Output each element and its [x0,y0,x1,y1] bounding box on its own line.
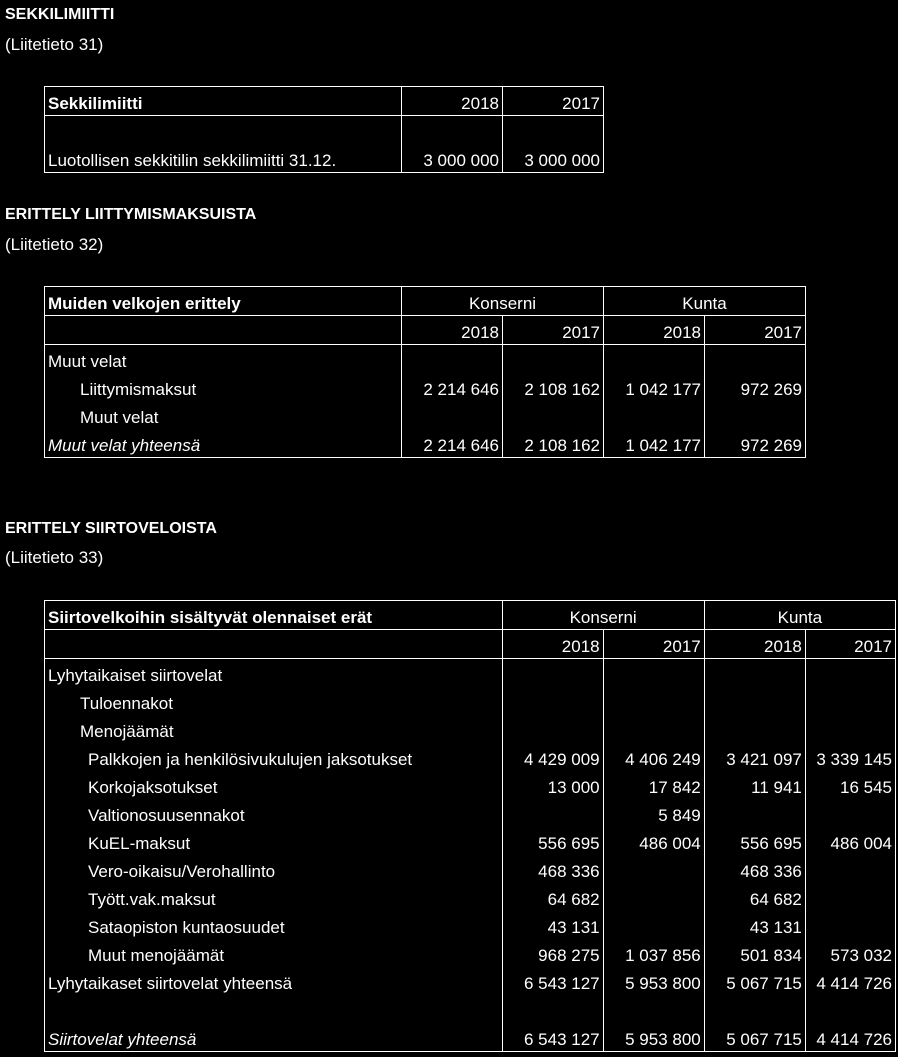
cell-value: 64 682 [502,883,603,911]
row-label: Lyhytaikaiset siirtovelat [45,659,503,688]
cell-value: 1 042 177 [604,429,705,458]
cell-value: 972 269 [705,429,806,458]
cell-value [603,715,704,743]
row-label: Muut menojäämät [45,939,503,967]
cell-value [604,345,705,374]
cell-value: 2 214 646 [402,429,503,458]
cell-value [603,687,704,715]
cell-value [704,659,805,688]
cell-value [805,883,895,911]
cell-value: 468 336 [502,855,603,883]
cell-value [705,401,806,429]
total-row [45,429,806,458]
table-header: Muiden velkojen erittely [45,287,402,316]
year-header: 2017 [603,630,704,659]
year-header: 2017 [503,87,604,116]
sekkilimiitti-table [44,86,604,173]
cell-value [603,995,704,1023]
cell-value [805,687,895,715]
row-label: Tuloennakot [45,687,503,715]
row-label [45,995,503,1023]
row-label: Korkojaksotukset [45,771,503,799]
year-header: 2017 [503,316,604,345]
cell-value [604,401,705,429]
cell-value [603,883,704,911]
row-label: Vero-oikaisu/Verohallinto [45,855,503,883]
cell-value [502,995,603,1023]
table-row [45,799,896,827]
table-header: Siirtovelkoihin sisältyvät olennaiset erät [45,601,503,630]
cell-value: 556 695 [502,827,603,855]
cell-value: 2 108 162 [503,429,604,458]
row-label: Liittymismaksut [45,373,402,401]
table-row [45,883,896,911]
cell-value [502,659,603,688]
year-header: 2018 [502,630,603,659]
cell-value [402,401,503,429]
cell-value: 5 849 [603,799,704,827]
cell-value: 43 131 [704,911,805,939]
cell-value: 1 042 177 [604,373,705,401]
table-header: Sekkilimiitti [45,87,402,116]
total-row [45,1023,896,1052]
cell-value: 501 834 [704,939,805,967]
row-label: Muut velat [45,345,402,374]
row-label: Luotollisen sekkitilin sekkilimiitti 31.12. [45,144,402,173]
cell-value: 972 269 [705,373,806,401]
cell-value: 5 067 715 [704,967,805,995]
cell-value: 4 414 726 [805,967,895,995]
cell-value: 2 214 646 [402,373,503,401]
cell-value: 43 131 [502,911,603,939]
cell-value: 573 032 [805,939,895,967]
muiden-velkojen-erittely-table [44,286,806,458]
cell-value: 64 682 [704,883,805,911]
cell-value: 1 037 856 [603,939,704,967]
cell-value [704,995,805,1023]
cell-value: 13 000 [502,771,603,799]
cell-value: 17 842 [603,771,704,799]
table-row [45,659,896,688]
section-title-liittymismaksut: ERITTELY LIITTYMISMAKSUISTA [5,206,257,223]
cell-value: 486 004 [805,827,895,855]
cell-value: 5 953 800 [603,1023,704,1052]
cell-value: 16 545 [805,771,895,799]
year-header: 2017 [705,316,806,345]
note-liitetieto-33: (Liitetieto 33) [5,548,104,567]
table-row [45,687,896,715]
cell-value: 4 414 726 [805,1023,895,1052]
cell-value [805,855,895,883]
table-row [45,967,896,995]
table-row [45,715,896,743]
group-header-kunta: Kunta [604,287,806,316]
year-header: 2017 [805,630,895,659]
row-label: Tyött.vak.maksut [45,883,503,911]
table-row [45,401,806,429]
siirtovelat-table [44,600,896,1052]
row-label: Sataopiston kuntaosuudet [45,911,503,939]
cell-value: 968 275 [502,939,603,967]
cell-value: 4 406 249 [603,743,704,771]
cell-value [805,911,895,939]
year-header: 2018 [704,630,805,659]
cell-value: 5 067 715 [704,1023,805,1052]
cell-value [503,401,604,429]
cell-value: 3 421 097 [704,743,805,771]
cell-value: 6 543 127 [502,967,603,995]
cell-value: 5 953 800 [603,967,704,995]
year-header: 2018 [604,316,705,345]
cell-value: 6 543 127 [502,1023,603,1052]
note-liitetieto-32: (Liitetieto 32) [5,235,104,254]
table-row [45,827,896,855]
section-title-sekkilimiitti: SEKKILIMIITTI [5,6,115,23]
row-label: Menojäämät [45,715,503,743]
cell-value [502,799,603,827]
row-label: Lyhytaikaset siirtovelat yhteensä [45,967,503,995]
row-label: Muut velat [45,401,402,429]
row-label: KuEL-maksut [45,827,503,855]
table-row [45,373,806,401]
cell-value [805,799,895,827]
row-label: Valtionosuusennakot [45,799,503,827]
cell-value [805,715,895,743]
cell-value [705,345,806,374]
cell-value [805,995,895,1023]
cell-value [805,659,895,688]
section-title-siirtovelat: ERITTELY SIIRTOVELOISTA [5,520,217,537]
row-label: Siirtovelat yhteensä [45,1023,503,1052]
group-header-konserni: Konserni [502,601,704,630]
table-row [45,855,896,883]
row-label: Muut velat yhteensä [45,429,402,458]
cell-value [704,687,805,715]
cell-value [704,799,805,827]
cell-value: 3 339 145 [805,743,895,771]
table-row [45,743,896,771]
cell-value: 2 108 162 [503,373,604,401]
cell-value [704,715,805,743]
cell-value: 468 336 [704,855,805,883]
table-row [45,939,896,967]
cell-value [603,911,704,939]
cell-value: 11 941 [704,771,805,799]
note-liitetieto-31: (Liitetieto 31) [5,35,104,54]
table-row [45,995,896,1023]
year-header: 2018 [402,87,503,116]
cell-value [502,687,603,715]
cell-value [503,345,604,374]
cell-value: 4 429 009 [502,743,603,771]
row-label: Palkkojen ja henkilösivukulujen jaksotukset [45,743,503,771]
cell-value [603,855,704,883]
cell-value: 3 000 000 [503,144,604,173]
table-row [45,911,896,939]
group-header-konserni: Konserni [402,287,604,316]
year-header: 2018 [402,316,503,345]
cell-value: 556 695 [704,827,805,855]
group-header-kunta: Kunta [704,601,895,630]
cell-value: 3 000 000 [402,144,503,173]
cell-value [502,715,603,743]
cell-value [603,659,704,688]
table-row [45,345,806,374]
table-row [45,771,896,799]
cell-value: 486 004 [603,827,704,855]
cell-value [402,345,503,374]
